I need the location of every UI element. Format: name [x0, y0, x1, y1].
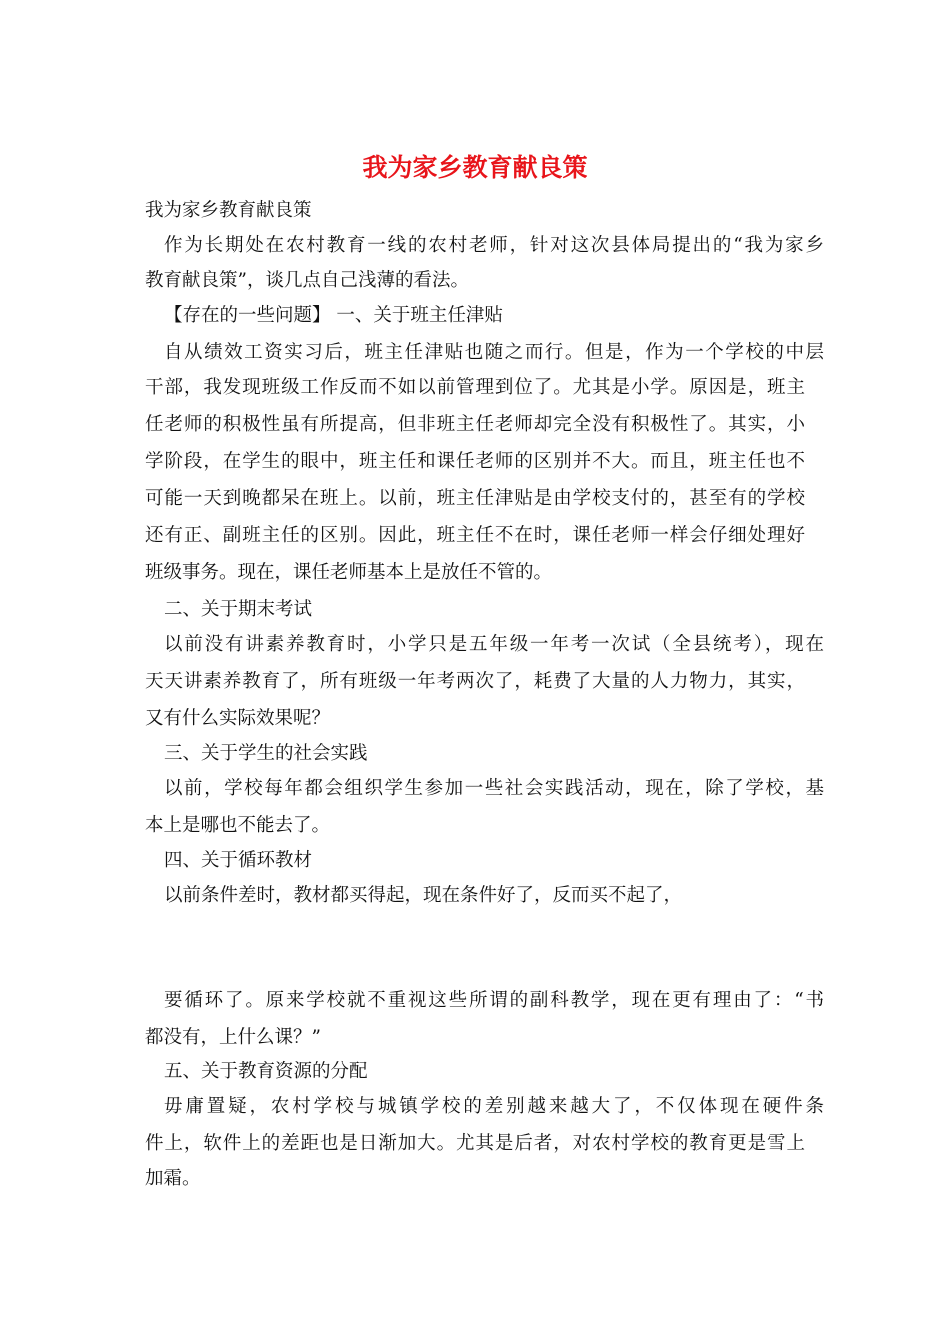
section-heading: 【存在的一些问题】 一、关于班主任津贴: [164, 305, 503, 326]
text-line: 干部，我发现班级工作反而不如以前管理到位了。尤其是小学。原因是，班主: [145, 377, 805, 398]
text-line: 件上，软件上的差距也是日渐加大。尤其是后者，对农村学校的教育更是雪上: [145, 1133, 805, 1154]
text-line: 任老师的积极性虽有所提高，但非班主任老师却完全没有积极性了。其实，小: [145, 414, 805, 435]
section-heading: 三、关于学生的社会实践: [164, 743, 368, 764]
text-line: 作为长期处在农村教育一线的农村老师，针对这次县体局提出的“我为家乡: [164, 235, 824, 256]
text-line: 要循环了。原来学校就不重视这些所谓的副科教学，现在更有理由了：“书: [164, 990, 824, 1011]
text-line: 还有正、副班主任的区别。因此，班主任不在时，课任老师一样会仔细处理好: [145, 525, 805, 546]
section-heading: 五、关于教育资源的分配: [164, 1061, 368, 1082]
text-line: 可能一天到晚都呆在班上。以前，班主任津贴是由学校支付的，甚至有的学校: [145, 488, 805, 509]
text-line: 天天讲素养教育了，所有班级一年考两次了，耗费了大量的人力物力，其实，: [145, 671, 805, 692]
text-line: 班级事务。现在，课任老师基本上是放任不管的。: [145, 562, 553, 583]
section-heading: 四、关于循环教材: [164, 850, 313, 871]
text-line: 以前条件差时，教材都买得起，现在条件好了，反而买不起了，: [164, 885, 683, 906]
text-line: 教育献良策”，谈几点自己浅薄的看法。: [145, 270, 469, 291]
text-line: 毋庸置疑，农村学校与城镇学校的差别越来越大了，不仅体现在硬件条: [164, 1096, 824, 1117]
text-line: 都没有，上什么课？”: [145, 1027, 321, 1048]
text-line: 以前没有讲素养教育时，小学只是五年级一年考一次试（全县统考），现在: [164, 634, 824, 655]
section-heading: 二、关于期末考试: [164, 599, 313, 620]
text-line: 本上是哪也不能去了。: [145, 815, 331, 836]
text-line: 加霜。: [145, 1168, 201, 1189]
text-line: 学阶段，在学生的眼中，班主任和课任老师的区别并不大。而且，班主任也不: [145, 451, 805, 472]
text-line: 以前，学校每年都会组织学生参加一些社会实践活动，现在，除了学校，基: [164, 778, 824, 799]
subtitle-line: 我为家乡教育献良策: [145, 200, 312, 221]
document-title: 我为家乡教育献良策: [362, 153, 588, 182]
text-line: 自从绩效工资实习后，班主任津贴也随之而行。但是，作为一个学校的中层: [164, 342, 824, 363]
text-line: 又有什么实际效果呢？: [145, 708, 331, 729]
